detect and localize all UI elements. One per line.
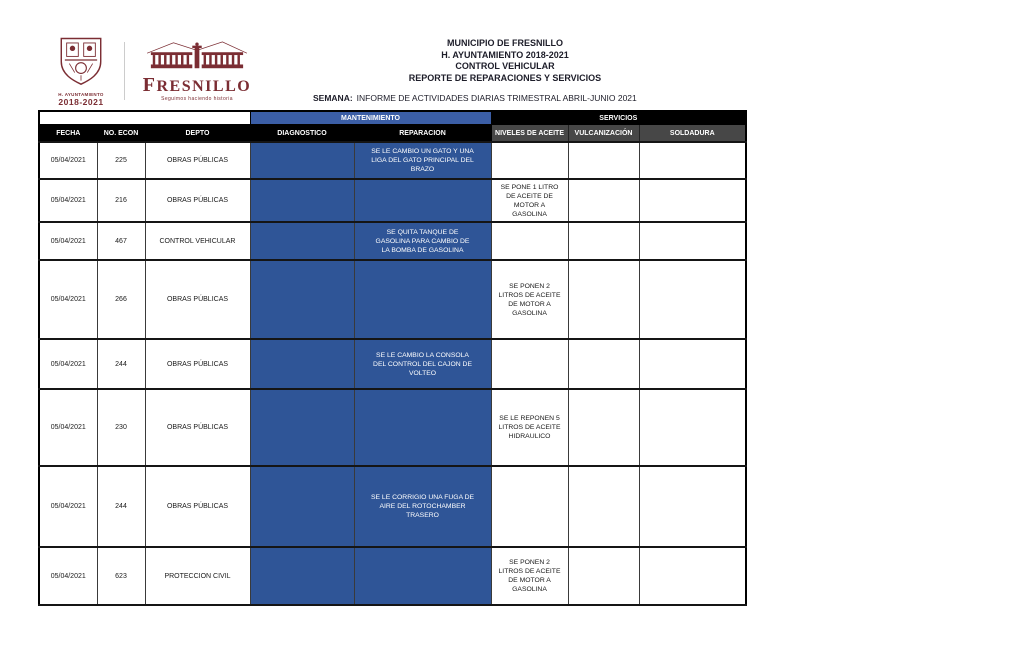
municipal-crest-logo bbox=[48, 34, 114, 107]
cell-niveles bbox=[491, 339, 568, 389]
table-row bbox=[39, 222, 746, 260]
cell-niveles: SE PONE 1 LITRO DE ACEITE DE MOTOR A GASOLINA bbox=[491, 179, 568, 222]
cell-no-econ: 266 bbox=[97, 260, 145, 339]
cell-soldadura bbox=[639, 222, 746, 260]
cell-fecha: 05/04/2021 bbox=[39, 547, 97, 605]
group-header-row bbox=[39, 111, 746, 125]
cell-niveles: SE PONEN 2 LITROS DE ACEITE DE MOTOR A GASOLINA bbox=[491, 260, 568, 339]
table-row bbox=[39, 547, 746, 605]
cell-fecha: 05/04/2021 bbox=[39, 222, 97, 260]
title-line-ayuntamiento: H. AYUNTAMIENTO 2018-2021 bbox=[441, 49, 569, 60]
cell-depto: OBRAS PÚBLICAS bbox=[145, 260, 250, 339]
report-table bbox=[38, 110, 747, 606]
cell-reparacion bbox=[354, 547, 491, 605]
cell-vulcanizacion bbox=[568, 222, 639, 260]
cell-no-econ: 244 bbox=[97, 339, 145, 389]
group-header-spacer bbox=[39, 111, 250, 125]
title-line-control: CONTROL VEHICULAR bbox=[455, 61, 555, 71]
cell-niveles: SE PONEN 2 LITROS DE ACEITE DE MOTOR A GASOLINA bbox=[491, 547, 568, 605]
cell-niveles bbox=[491, 142, 568, 179]
fresnillo-tagline: Seguimos haciendo historia bbox=[161, 95, 233, 102]
column-header-row bbox=[39, 125, 746, 143]
cell-soldadura bbox=[639, 142, 746, 179]
cell-niveles bbox=[491, 466, 568, 547]
col-header-reparacion: REPARACION bbox=[354, 125, 491, 143]
crest-caption: H. AYUNTAMIENTO bbox=[58, 92, 104, 97]
cell-niveles: SE LE REPONEN 5 LITROS DE ACEITE HIDRAULICO bbox=[491, 389, 568, 466]
col-header-soldadura: SOLDADURA bbox=[639, 125, 746, 143]
cell-reparacion bbox=[354, 179, 491, 222]
cell-vulcanizacion bbox=[568, 547, 639, 605]
cell-diagnostico bbox=[250, 222, 354, 260]
cell-no-econ: 230 bbox=[97, 389, 145, 466]
cell-no-econ: 244 bbox=[97, 466, 145, 547]
fresnillo-wordmark: FRESNILLO bbox=[142, 73, 252, 96]
col-header-depto: DEPTO bbox=[145, 125, 250, 143]
week-label: SEMANA: bbox=[313, 93, 353, 103]
cell-vulcanizacion bbox=[568, 142, 639, 179]
brand-block bbox=[48, 34, 259, 107]
cell-depto: OBRAS PÚBLICAS bbox=[145, 179, 250, 222]
cell-niveles bbox=[491, 222, 568, 260]
cell-soldadura bbox=[639, 260, 746, 339]
table-row bbox=[39, 179, 746, 222]
cell-vulcanizacion bbox=[568, 179, 639, 222]
cell-reparacion: SE LE CAMBIO UN GATO Y UNA LIGA DEL GATO PRINCIPAL DEL BRAZO bbox=[354, 142, 491, 179]
cell-fecha: 05/04/2021 bbox=[39, 179, 97, 222]
cell-vulcanizacion bbox=[568, 466, 639, 547]
week-value: INFORME DE ACTIVIDADES DIARIAS TRIMESTRAL ABRIL-JUNIO 2021 bbox=[356, 93, 637, 103]
table-row bbox=[39, 389, 746, 466]
aqueduct-icon bbox=[142, 59, 252, 76]
cell-diagnostico bbox=[250, 260, 354, 339]
col-header-niveles-de-aceite: NIVELES DE ACEITE bbox=[491, 125, 568, 143]
col-header-diagnostico: DIAGNOSTICO bbox=[250, 125, 354, 143]
week-line bbox=[313, 93, 637, 103]
cell-depto: OBRAS PÚBLICAS bbox=[145, 142, 250, 179]
cell-reparacion: SE LE CORRIGIO UNA FUGA DE AIRE DEL ROTOCHAMBER TRASERO bbox=[354, 466, 491, 547]
cell-reparacion: SE QUITA TANQUE DE GASOLINA PARA CAMBIO DE LA BOMBA DE GASOLINA bbox=[354, 222, 491, 260]
cell-reparacion bbox=[354, 260, 491, 339]
cell-soldadura bbox=[639, 179, 746, 222]
cell-fecha: 05/04/2021 bbox=[39, 466, 97, 547]
cell-fecha: 05/04/2021 bbox=[39, 260, 97, 339]
cell-depto: PROTECCION CIVIL bbox=[145, 547, 250, 605]
table-row bbox=[39, 466, 746, 547]
title-line-municipio: MUNICIPIO DE FRESNILLO bbox=[446, 38, 563, 48]
cell-reparacion bbox=[354, 389, 491, 466]
cell-diagnostico bbox=[250, 179, 354, 222]
table-row bbox=[39, 260, 746, 339]
report-table-body bbox=[39, 142, 746, 605]
cell-soldadura bbox=[639, 466, 746, 547]
cell-no-econ: 225 bbox=[97, 142, 145, 179]
cell-diagnostico bbox=[250, 389, 354, 466]
cell-depto: OBRAS PÚBLICAS bbox=[145, 466, 250, 547]
cell-diagnostico bbox=[250, 466, 354, 547]
cell-diagnostico bbox=[250, 142, 354, 179]
cell-vulcanizacion bbox=[568, 339, 639, 389]
col-header-fecha: FECHA bbox=[39, 125, 97, 143]
crest-years: 2018-2021 bbox=[58, 97, 104, 107]
col-header-no-econ: NO. ECON bbox=[97, 125, 145, 143]
fresnillo-logo bbox=[135, 40, 259, 102]
group-header-mantenimiento: MANTENIMIENTO bbox=[250, 111, 491, 125]
cell-soldadura bbox=[639, 339, 746, 389]
cell-diagnostico bbox=[250, 547, 354, 605]
cell-reparacion: SE LE CAMBIO LA CONSOLA DEL CONTROL DEL CAJON DE VOLTEO bbox=[354, 339, 491, 389]
col-header-vulcanizacion: VULCANIZACIÓN bbox=[568, 125, 639, 143]
cell-vulcanizacion bbox=[568, 389, 639, 466]
group-header-servicios: SERVICIOS bbox=[491, 111, 746, 125]
cell-fecha: 05/04/2021 bbox=[39, 142, 97, 179]
cell-fecha: 05/04/2021 bbox=[39, 339, 97, 389]
cell-depto: OBRAS PÚBLICAS bbox=[145, 389, 250, 466]
cell-diagnostico bbox=[250, 339, 354, 389]
cell-soldadura bbox=[639, 547, 746, 605]
cell-depto: CONTROL VEHICULAR bbox=[145, 222, 250, 260]
table-row bbox=[39, 339, 746, 389]
report-title-block bbox=[285, 38, 725, 84]
brand-divider bbox=[124, 42, 125, 100]
cell-no-econ: 467 bbox=[97, 222, 145, 260]
title-line-reporte: REPORTE DE REPARACIONES Y SERVICIOS bbox=[408, 72, 602, 83]
crest-shield-icon bbox=[56, 73, 106, 90]
cell-fecha: 05/04/2021 bbox=[39, 389, 97, 466]
cell-depto: OBRAS PÚBLICAS bbox=[145, 339, 250, 389]
cell-no-econ: 623 bbox=[97, 547, 145, 605]
table-row bbox=[39, 142, 746, 179]
cell-no-econ: 216 bbox=[97, 179, 145, 222]
cell-soldadura bbox=[639, 389, 746, 466]
cell-vulcanizacion bbox=[568, 260, 639, 339]
